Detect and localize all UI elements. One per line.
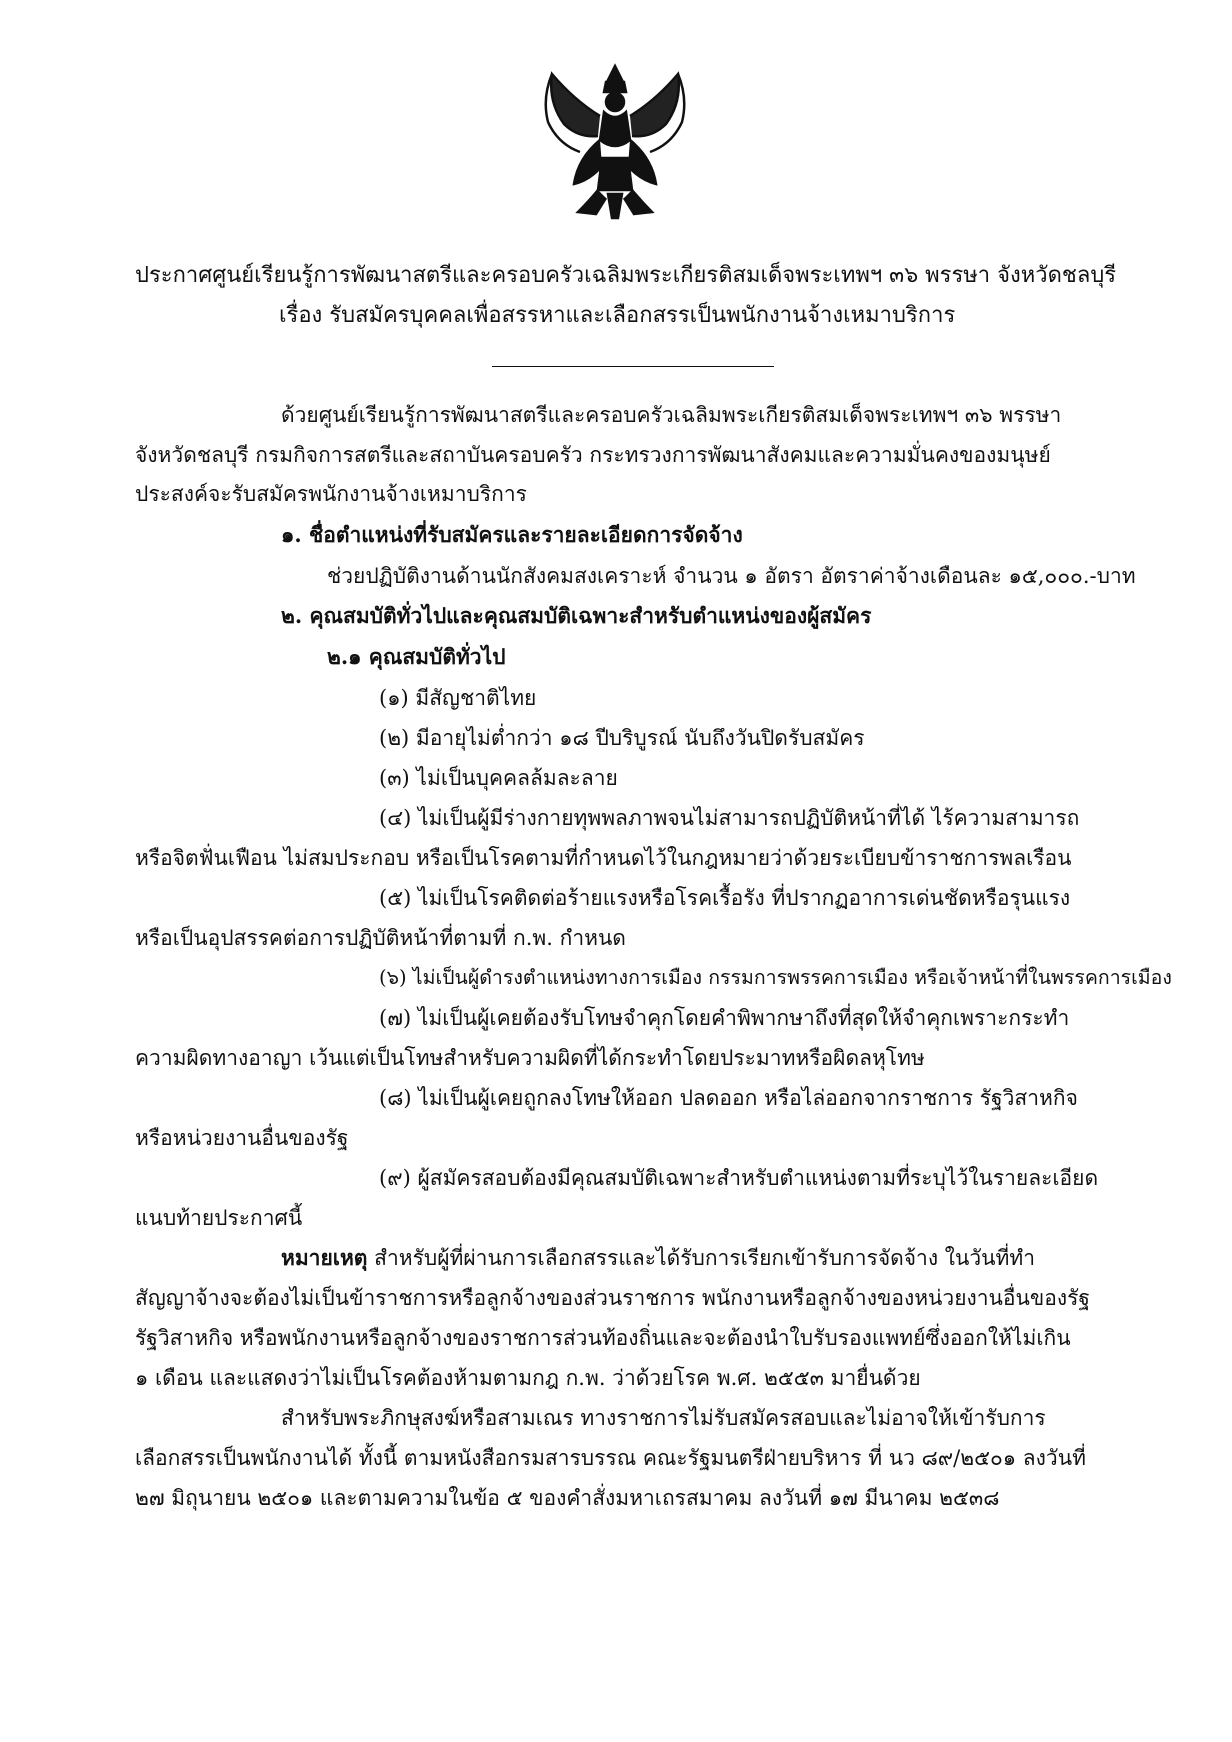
- qualification-item: (๔) ไม่เป็นผู้มีร่างกายทุพพลภาพจนไม่สามารถปฏิบัติหน้าที่ได้ ไร้ความสามารถ: [379, 806, 1080, 830]
- monk-note-line: สำหรับพระภิกษุสงฆ์หรือสามเณร ทางราชการไม่รับสมัครสอบและไม่อาจให้เข้ารับการ: [281, 1406, 1046, 1430]
- section1-title: ๑. ชื่อตำแหน่งที่รับสมัครและรายละเอียดการจัดจ้าง: [281, 522, 743, 547]
- qualification-item: (๓) ไม่เป็นบุคคลล้มละลาย: [379, 766, 618, 790]
- remark-line: ๑ เดือน และแสดงว่าไม่เป็นโรคต้องห้ามตามกฎ ก.พ. ว่าด้วยโรค พ.ศ. ๒๕๕๓ มายื่นด้วย: [135, 1366, 921, 1390]
- header-line-1: ประกาศศูนย์เรียนรู้การพัฒนาสตรีและครอบครัวเฉลิมพระเกียรติสมเด็จพระเทพฯ ๓๖ พรรษา จังหวัดชลบุรี: [135, 263, 1117, 288]
- intro-line-1: ด้วยศูนย์เรียนรู้การพัฒนาสตรีและครอบครัวเฉลิมพระเกียรติสมเด็จพระเทพฯ ๓๖ พรรษา: [281, 403, 1062, 427]
- qualification-item-continued: หรือเป็นอุปสรรคต่อการปฏิบัติหน้าที่ตามที่ ก.พ. กำหนด: [135, 926, 626, 950]
- intro-line-2: จังหวัดชลบุรี กรมกิจการสตรีและสถาบันครอบครัว กระทรวงการพัฒนาสังคมและความมั่นคงของมนุษย์: [135, 443, 1051, 467]
- qualification-item: (๑) มีสัญชาติไทย: [379, 686, 537, 710]
- qualification-item-continued: แนบท้ายประกาศนี้: [135, 1206, 303, 1230]
- section1-detail: ช่วยปฏิบัติงานด้านนักสังคมสงเคราะห์ จำนวน ๑ อัตรา อัตราค่าจ้างเดือนละ ๑๕,๐๐๐.-บาท: [327, 564, 1136, 588]
- qualification-item-continued: หรือหน่วยงานอื่นของรัฐ: [135, 1126, 349, 1150]
- qualification-item: (๒) มีอายุไม่ต่ำกว่า ๑๘ ปีบริบูรณ์ นับถึงวันปิดรับสมัคร: [379, 726, 865, 750]
- monk-note-line: ๒๗ มิถุนายน ๒๕๐๑ และตามความในข้อ ๕ ของคำสั่งมหาเถรสมาคม ลงวันที่ ๑๗ มีนาคม ๒๕๓๘: [135, 1486, 1000, 1510]
- garuda-emblem: [538, 62, 692, 224]
- intro-line-3: ประสงค์จะรับสมัครพนักงานจ้างเหมาบริการ: [135, 482, 527, 506]
- qualification-item-continued: หรือจิตฟั่นเฟือน ไม่สมประกอบ หรือเป็นโรคตามที่กำหนดไว้ในกฎหมายว่าด้วยระเบียบข้าราชการพลเรือน: [135, 846, 1072, 870]
- qualification-item: (๗) ไม่เป็นผู้เคยต้องรับโทษจำคุกโดยคำพิพากษาถึงที่สุดให้จำคุกเพราะกระทำ: [379, 1006, 1070, 1030]
- section2-sub-title: ๒.๑ คุณสมบัติทั่วไป: [327, 644, 506, 669]
- remark-line-1: [281, 1244, 1035, 1272]
- qualification-item: (๙) ผู้สมัครสอบต้องมีคุณสมบัติเฉพาะสำหรับตำแหน่งตามที่ระบุไว้ในรายละเอียด: [379, 1166, 1099, 1190]
- qualification-item: (๘) ไม่เป็นผู้เคยถูกลงโทษให้ออก ปลดออก หรือไล่ออกจากราชการ รัฐวิสาหกิจ: [379, 1086, 1078, 1110]
- header-line-2: เรื่อง รับสมัครบุคคลเพื่อสรรหาและเลือกสรรเป็นพนักงานจ้างเหมาบริการ: [279, 303, 956, 328]
- qualification-item: (๖) ไม่เป็นผู้ดำรงตำแหน่งทางการเมือง กรรมการพรรคการเมือง หรือเจ้าหน้าที่ในพรรคการเมือง: [379, 966, 1172, 989]
- remark-line: รัฐวิสาหกิจ หรือพนักงานหรือลูกจ้างของราชการส่วนท้องถิ่นและจะต้องนำใบรับรองแพทย์ซึ่งออกให้ไม่เกิน: [135, 1326, 1071, 1350]
- qualification-item-continued: ความผิดทางอาญา เว้นแต่เป็นโทษสำหรับความผิดที่ได้กระทำโดยประมาทหรือผิดลหุโทษ: [135, 1046, 925, 1070]
- remark-line: สัญญาจ้างจะต้องไม่เป็นข้าราชการหรือลูกจ้างของส่วนราชการ พนักงานหรือลูกจ้างของหน่วยงานอื่นของรัฐ: [135, 1286, 1090, 1310]
- remark-text: สำหรับผู้ที่ผ่านการเลือกสรรและได้รับการเรียกเข้ารับการจัดจ้าง ในวันที่ทำ: [374, 1246, 1036, 1270]
- qualification-item: (๕) ไม่เป็นโรคติดต่อร้ายแรงหรือโรคเรื้อรัง ที่ปรากฏอาการเด่นชัดหรือรุนแรง: [379, 886, 1071, 910]
- remark-label: หมายเหตุ: [281, 1245, 368, 1270]
- section2-title: ๒. คุณสมบัติทั่วไปและคุณสมบัติเฉพาะสำหรับตำแหน่งของผู้สมัคร: [281, 603, 872, 628]
- header-divider: [492, 366, 774, 367]
- monk-note-line: เลือกสรรเป็นพนักงานได้ ทั้งนี้ ตามหนังสือกรมสารบรรณ คณะรัฐมนตรีฝ่ายบริหาร ที่ นว ๘๙/๒๕๐๑ ลงวันที่: [135, 1446, 1086, 1470]
